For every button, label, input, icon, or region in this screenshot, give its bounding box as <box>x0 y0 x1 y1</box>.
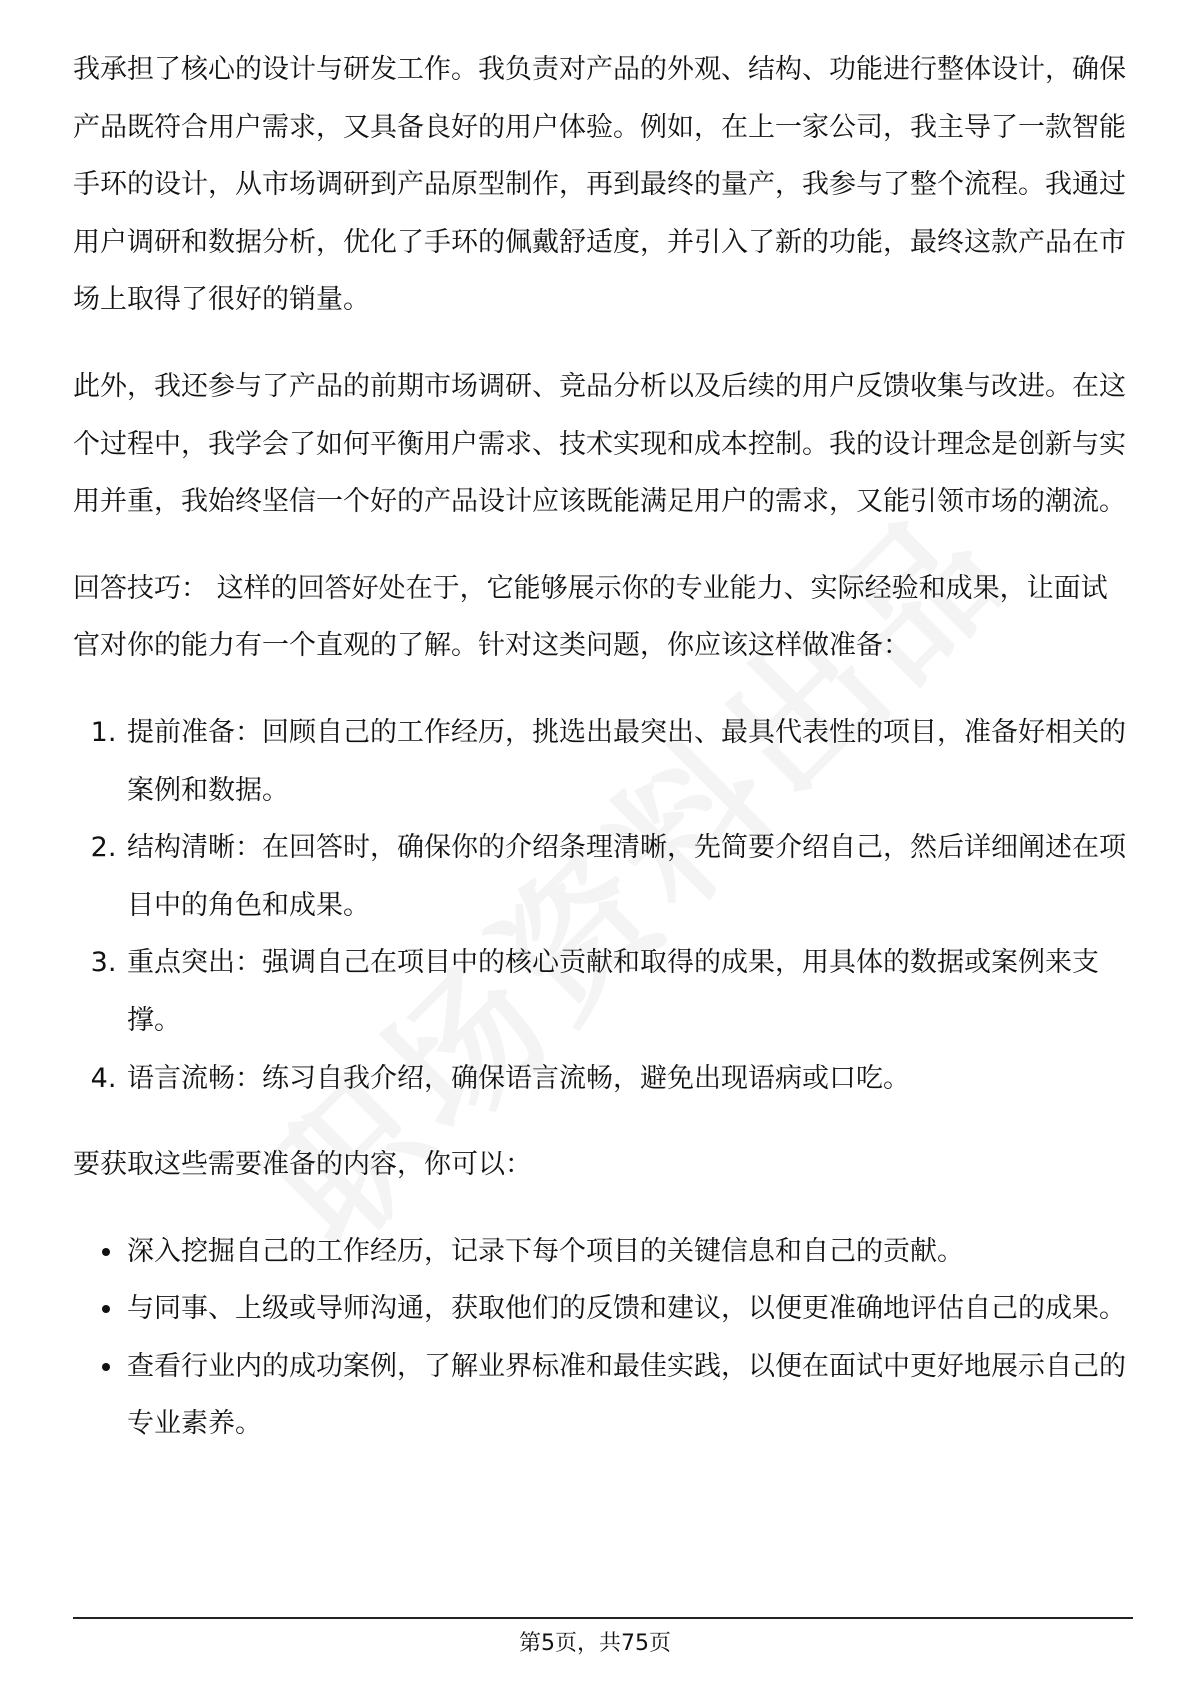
prep-list <box>73 1223 1133 1453</box>
paragraph-prep-intro: 要获取这些需要准备的内容，你可以： <box>73 1149 532 1181</box>
list-item: 1. 提前准备：回顾自己的工作经历，挑选出最突出、最具代表性的项目，准备好相关的案例和数据。 <box>125 704 1133 819</box>
footer-divider <box>73 1617 1133 1619</box>
tips-list <box>73 704 1133 1107</box>
list-item: 3. 重点突出：强调自己在项目中的核心贡献和取得的成果，用具体的数据或案例来支撑。 <box>125 934 1133 1049</box>
list-item: 4. 语言流畅：练习自我介绍，确保语言流畅，避免出现语病或口吃。 <box>125 1050 1133 1108</box>
list-item: 2. 结构清晰：在回答时，确保你的介绍条理清晰，先简要介绍自己，然后详细阐述在项目中的角色和成果。 <box>125 819 1133 934</box>
page-content <box>73 41 1133 1482</box>
list-item: • 深入挖掘自己的工作经历，记录下每个项目的关键信息和自己的贡献。 <box>125 1223 1133 1281</box>
list-item: • 查看行业内的成功案例，了解业界标准和最佳实践，以便在面试中更好地展示自己的专业素养。 <box>125 1338 1133 1453</box>
list-item: • 与同事、上级或导师沟通，获取他们的反馈和建议，以便更准确地评估自己的成果。 <box>125 1280 1133 1338</box>
paragraph-experience: 我承担了核心的设计与研发工作。我负责对产品的外观、结构、功能进行整体设计，确保产品既符合用户需求，又具备良好的用户体验。例如，在上一家公司，我主导了一款智能手环的设计，从市场调研到产品原型制作，再到最终的量产，我参与了整个流程。我通过用户调研和数据分析，优化了手环的佩戴舒适度，并引入了新的功能，最终这款产品在市场上取得了很好的销量。 <box>73 54 1126 316</box>
page-number: 第5页，共75页 <box>519 1631 671 1656</box>
paragraph-additional: 此外，我还参与了产品的前期市场调研、竞品分析以及后续的用户反馈收集与改进。在这个过程中，我学会了如何平衡用户需求、技术实现和成本控制。我的设计理念是创新与实用并重，我始终坚信一个好的产品设计应该既能满足用户的需求，又能引领市场的潮流。 <box>73 370 1126 518</box>
paragraph-answer-tips: 回答技巧： 这样的回答好处在于，它能够展示你的专业能力、实际经验和成果，让面试官对你的能力有一个直观的了解。针对这类问题，你应该这样做准备： <box>73 572 1108 662</box>
